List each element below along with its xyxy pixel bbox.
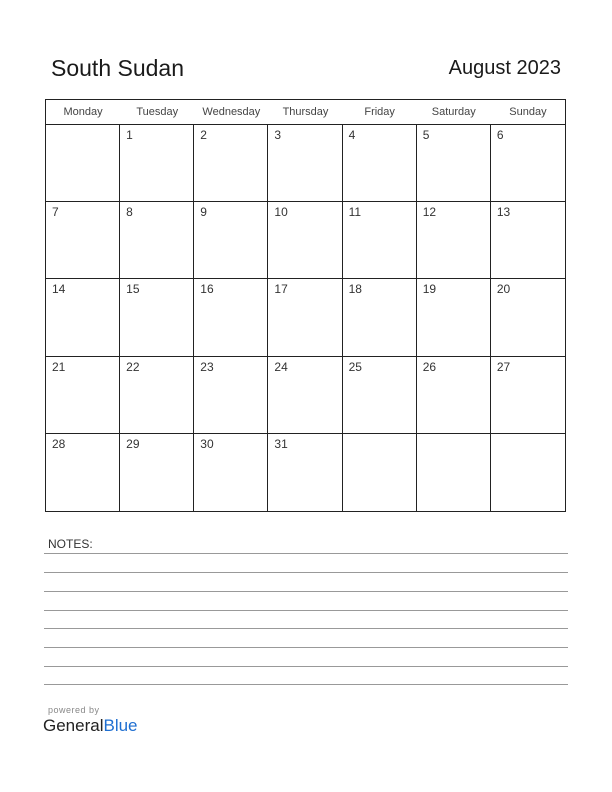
day-cell: [46, 125, 120, 202]
country-title: South Sudan: [51, 55, 185, 81]
notes-line: [44, 553, 568, 554]
day-cell: [120, 279, 194, 356]
day-number: 3: [274, 128, 282, 142]
day-number: 4: [348, 128, 356, 142]
day-number: 14: [52, 282, 66, 297]
logo-blue: Blue: [103, 716, 138, 735]
day-number: 23: [200, 359, 214, 374]
day-number: 19: [422, 282, 437, 297]
day-number: 29: [126, 436, 140, 451]
day-cell: [343, 434, 417, 511]
day-number: 10: [274, 205, 288, 220]
day-number: 11: [348, 205, 362, 220]
month-title: August 2023: [448, 57, 561, 79]
day-cell: [194, 279, 268, 356]
day-cell: [120, 357, 194, 434]
day-cell: [343, 357, 417, 434]
day-cell: [417, 357, 491, 434]
weekday-friday: Friday: [364, 106, 395, 118]
day-number: 9: [200, 205, 207, 220]
day-number: 18: [348, 282, 362, 297]
day-cell: [491, 434, 565, 511]
day-cell: [268, 125, 342, 202]
day-number: 17: [274, 282, 288, 297]
day-cell: [268, 202, 342, 279]
day-cell: [46, 434, 120, 511]
day-number: 27: [496, 359, 511, 374]
notes-line: [44, 666, 568, 667]
day-number: 28: [52, 436, 66, 451]
calendar-grid: [45, 99, 566, 512]
weekday-wednesday: Wednesday: [202, 106, 261, 118]
day-number: 24: [274, 359, 288, 374]
day-cell: [343, 125, 417, 202]
day-cell: [194, 357, 268, 434]
day-cell: [46, 357, 120, 434]
day-cell: [46, 279, 120, 356]
day-cell: [343, 202, 417, 279]
day-number: 2: [200, 128, 207, 142]
powered-by-text: powered by: [48, 705, 100, 715]
day-number: 21: [52, 359, 66, 374]
day-cell: [46, 202, 120, 279]
day-number: 12: [422, 205, 437, 220]
day-cell: [491, 279, 565, 356]
day-number: 5: [422, 128, 430, 142]
day-cell: [343, 279, 417, 356]
day-cell: [491, 125, 565, 202]
notes-line: [44, 591, 568, 592]
day-number: 26: [422, 359, 437, 374]
day-cell: [491, 202, 565, 279]
day-cell: [417, 202, 491, 279]
day-cell: [417, 279, 491, 356]
day-cell: [417, 125, 491, 202]
day-cells: [46, 125, 565, 511]
day-number: 8: [126, 205, 133, 220]
day-number: 7: [52, 205, 59, 220]
weekday-thursday: Thursday: [282, 106, 329, 118]
day-cell: [120, 434, 194, 511]
day-cell: [194, 434, 268, 511]
day-cell: [268, 357, 342, 434]
day-cell: [120, 125, 194, 202]
notes-line: [44, 610, 568, 611]
notes-line: [44, 572, 568, 573]
weekday-sunday: Sunday: [509, 106, 547, 118]
day-cell: [417, 434, 491, 511]
day-cell: [194, 125, 268, 202]
day-number: 31: [274, 436, 288, 451]
notes-label: NOTES:: [48, 537, 93, 551]
notes-line: [44, 647, 568, 648]
day-cell: [120, 202, 194, 279]
day-number: 13: [496, 205, 511, 220]
day-number: 6: [496, 128, 504, 142]
day-cell: [268, 434, 342, 511]
day-cell: [491, 357, 565, 434]
day-cell: [194, 202, 268, 279]
generalblue-logo: [43, 716, 138, 736]
day-number: 30: [200, 436, 214, 451]
notes-line: [44, 628, 568, 629]
day-number: 1: [126, 128, 133, 142]
weekday-saturday: Saturday: [431, 106, 476, 118]
day-number: 20: [496, 282, 511, 297]
weekday-tuesday: Tuesday: [136, 106, 179, 118]
logo-general: General: [43, 716, 104, 735]
day-number: 15: [126, 282, 140, 297]
weekday-monday: Monday: [63, 106, 103, 118]
day-number: 22: [126, 359, 140, 374]
day-number: 16: [200, 282, 214, 297]
day-cell: [268, 279, 342, 356]
day-number: 25: [348, 359, 362, 374]
notes-line: [44, 684, 568, 685]
weekday-header: [46, 100, 565, 125]
